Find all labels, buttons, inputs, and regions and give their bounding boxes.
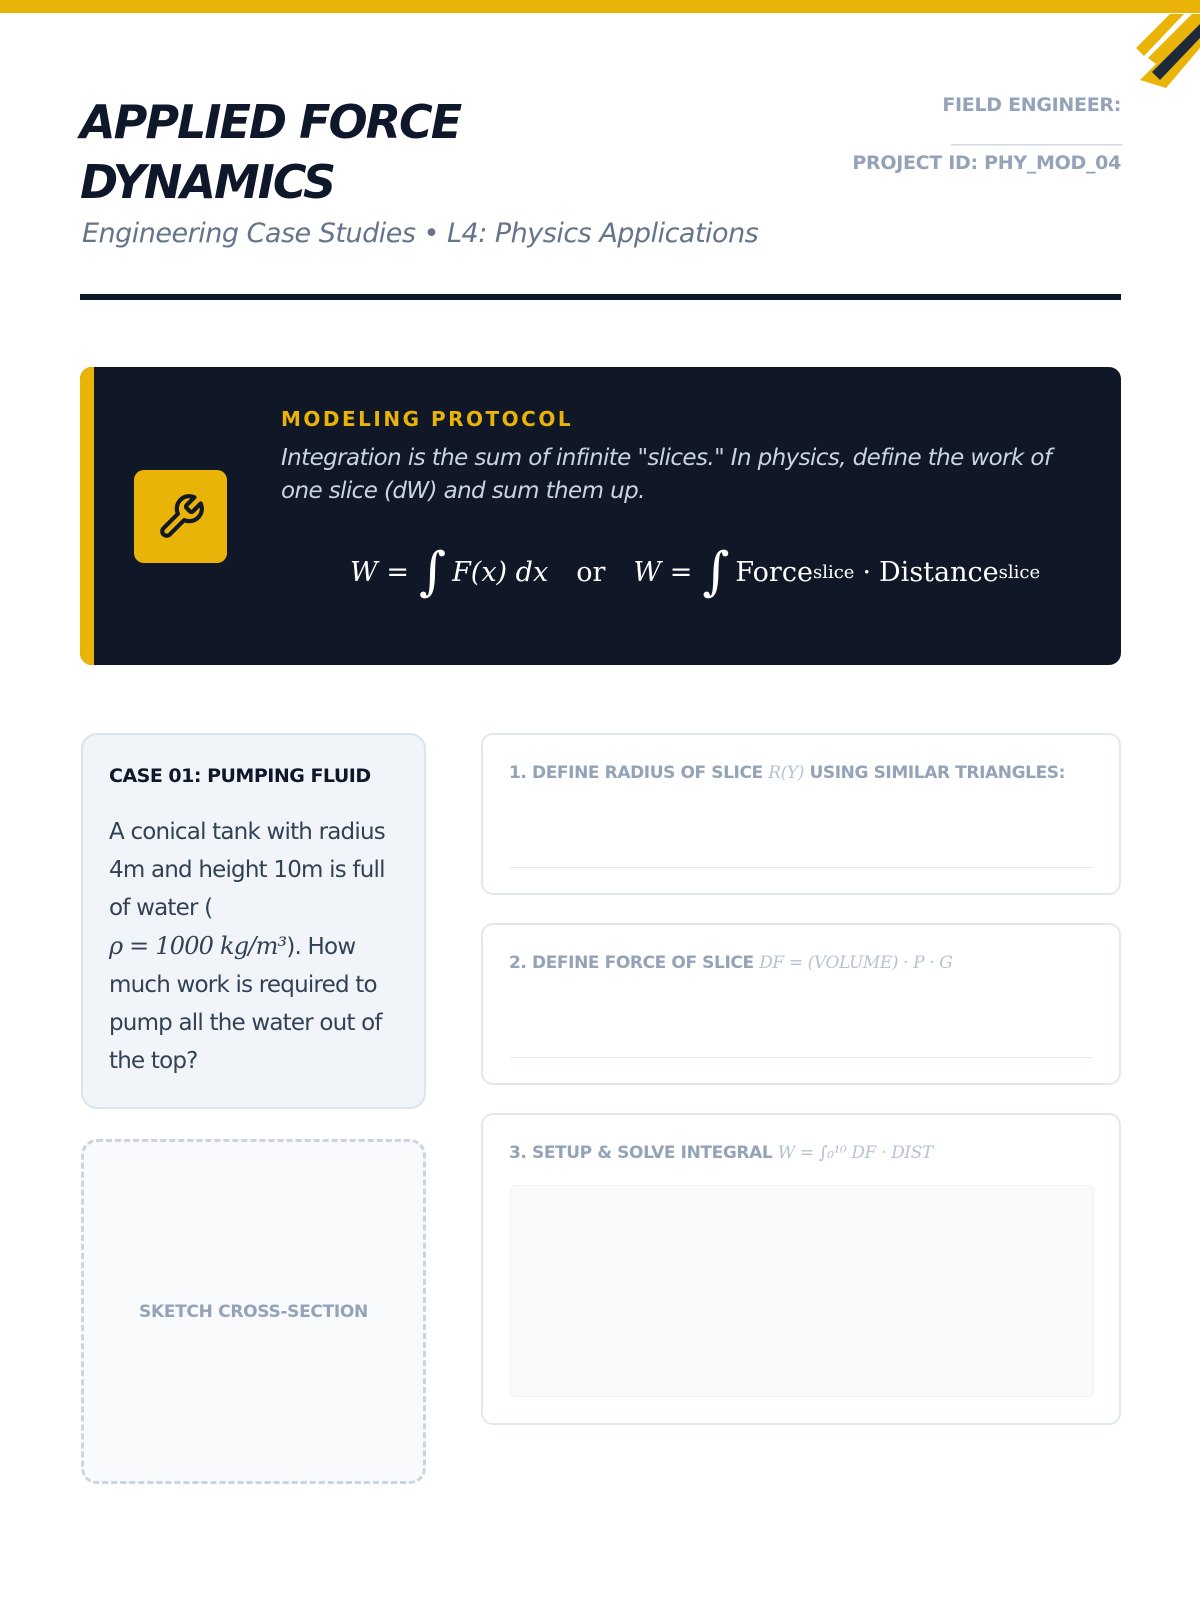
case-problem-text bbox=[109, 813, 398, 1080]
integral-sign-2: ∫ bbox=[702, 542, 730, 602]
modeling-protocol-panel bbox=[80, 367, 1121, 665]
case-density-math: ρ = 1000 kg/m³ bbox=[109, 932, 287, 960]
formula-lhs-1: W = bbox=[350, 556, 409, 588]
step-3-card bbox=[481, 1113, 1121, 1425]
step-1-card bbox=[481, 733, 1121, 895]
integral-sign-1: ∫ bbox=[418, 542, 447, 602]
formula-force-sub: slice bbox=[812, 561, 855, 583]
protocol-label: MODELING PROTOCOL bbox=[281, 407, 574, 431]
step-1-answer-line[interactable] bbox=[510, 867, 1092, 868]
case-text-before: A conical tank with radius 4m and height 10m is full of water ( bbox=[109, 819, 385, 921]
step-1-math: R(Y) bbox=[768, 763, 804, 783]
formula-or: or bbox=[576, 556, 606, 588]
page-subtitle: Engineering Case Studies • L4: Physics Applications bbox=[82, 218, 759, 249]
formula-integrand-1: F(x) dx bbox=[452, 556, 549, 588]
step-1-label bbox=[509, 763, 1065, 783]
header-divider bbox=[80, 294, 1121, 300]
step-1-title: 1. DEFINE RADIUS OF SLICE bbox=[509, 763, 763, 783]
work-formula bbox=[350, 537, 1090, 607]
formula-distance: Distance bbox=[879, 556, 999, 588]
step-2-label bbox=[509, 953, 952, 973]
protocol-description: Integration is the sum of infinite "slices." In physics, define the work of one slice (dW) and sum them up. bbox=[281, 445, 1052, 504]
step-3-work-area[interactable] bbox=[510, 1185, 1094, 1397]
formula-force: Force bbox=[735, 556, 813, 588]
wrench-icon bbox=[156, 492, 206, 542]
worksheet-meta bbox=[852, 94, 1121, 174]
step-1-suffix: USING SIMILAR TRIANGLES: bbox=[809, 763, 1066, 783]
sketch-area[interactable] bbox=[81, 1139, 426, 1484]
case-title: CASE 01: PUMPING FLUID bbox=[109, 765, 371, 787]
field-engineer-label: FIELD ENGINEER: bbox=[942, 94, 1121, 116]
case-text-after: ). How much work is required to pump all the water out of the top? bbox=[109, 934, 382, 1074]
step-2-math: DF = (VOLUME) · P · G bbox=[759, 953, 953, 973]
sketch-label: SKETCH CROSS-SECTION bbox=[139, 1301, 368, 1322]
protocol-accent-bar bbox=[80, 367, 94, 665]
step-3-math: W = ∫₀¹⁰ DF · DIST bbox=[777, 1143, 933, 1163]
step-2-card bbox=[481, 923, 1121, 1085]
top-accent-bar bbox=[0, 0, 1200, 13]
formula-lhs-2: W = bbox=[633, 556, 693, 588]
step-3-title: 3. SETUP & SOLVE INTEGRAL bbox=[509, 1143, 773, 1163]
formula-dot: · bbox=[862, 556, 872, 588]
step-2-title: 2. DEFINE FORCE OF SLICE bbox=[509, 953, 754, 973]
page-title: APPLIED FORCE DYNAMICS bbox=[80, 95, 461, 209]
formula-distance-sub: slice bbox=[998, 561, 1041, 583]
step-3-label bbox=[509, 1143, 933, 1163]
field-engineer-line[interactable]: ____________________ bbox=[951, 124, 1121, 146]
wrench-icon-tile bbox=[134, 470, 227, 563]
case-card bbox=[81, 733, 426, 1109]
project-id: PROJECT ID: PHY_MOD_04 bbox=[852, 152, 1121, 174]
step-2-answer-line[interactable] bbox=[510, 1057, 1092, 1058]
